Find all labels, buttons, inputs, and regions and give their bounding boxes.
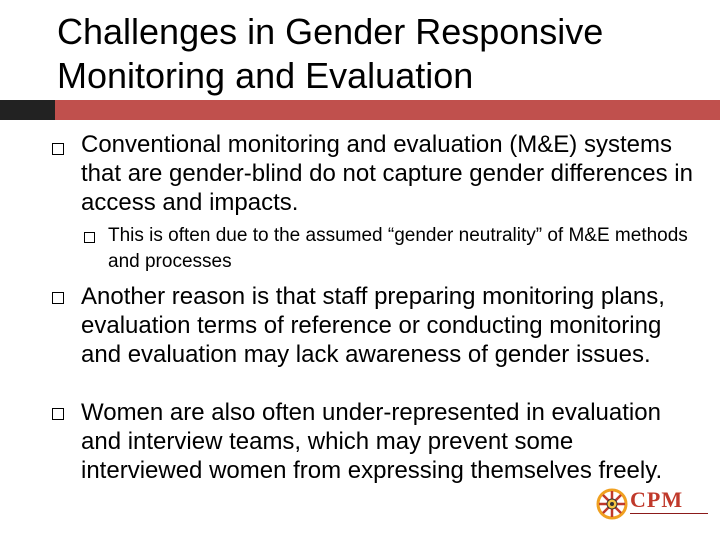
hollow-square-sub-bullet-icon <box>84 232 95 243</box>
title-accent-bar-red <box>55 100 720 120</box>
hollow-square-bullet-icon <box>52 292 64 304</box>
hollow-square-bullet-icon <box>52 143 64 155</box>
logo-text: CPM <box>630 487 684 512</box>
slide-title: Challenges in Gender Responsive Monitoring and Evaluation <box>57 11 604 96</box>
cpm-wheel-logo-icon <box>596 487 628 521</box>
bullet-text-1: Conventional monitoring and evaluation (M&E) systems that are gender-blind do not capture gender differences in access and impacts. <box>81 131 693 216</box>
sub-bullet-text: This is often due to the assumed “gender neutrality” of M&E methods and processes <box>108 225 688 272</box>
bullet-text-2: Another reason is that staff preparing monitoring plans, evaluation terms of reference or conducting monitoring and evaluation may lack awareness of gender issues. <box>81 283 665 368</box>
cpm-logo <box>596 487 710 523</box>
logo-tagline-rule <box>630 513 708 519</box>
bullet-text-3: Women are also often under-represented in evaluation and interview teams, which may prevent some interviewed women from expressing themselves freely. <box>81 399 663 484</box>
hollow-square-bullet-icon <box>52 408 64 420</box>
title-accent-bar-dark <box>0 100 55 120</box>
